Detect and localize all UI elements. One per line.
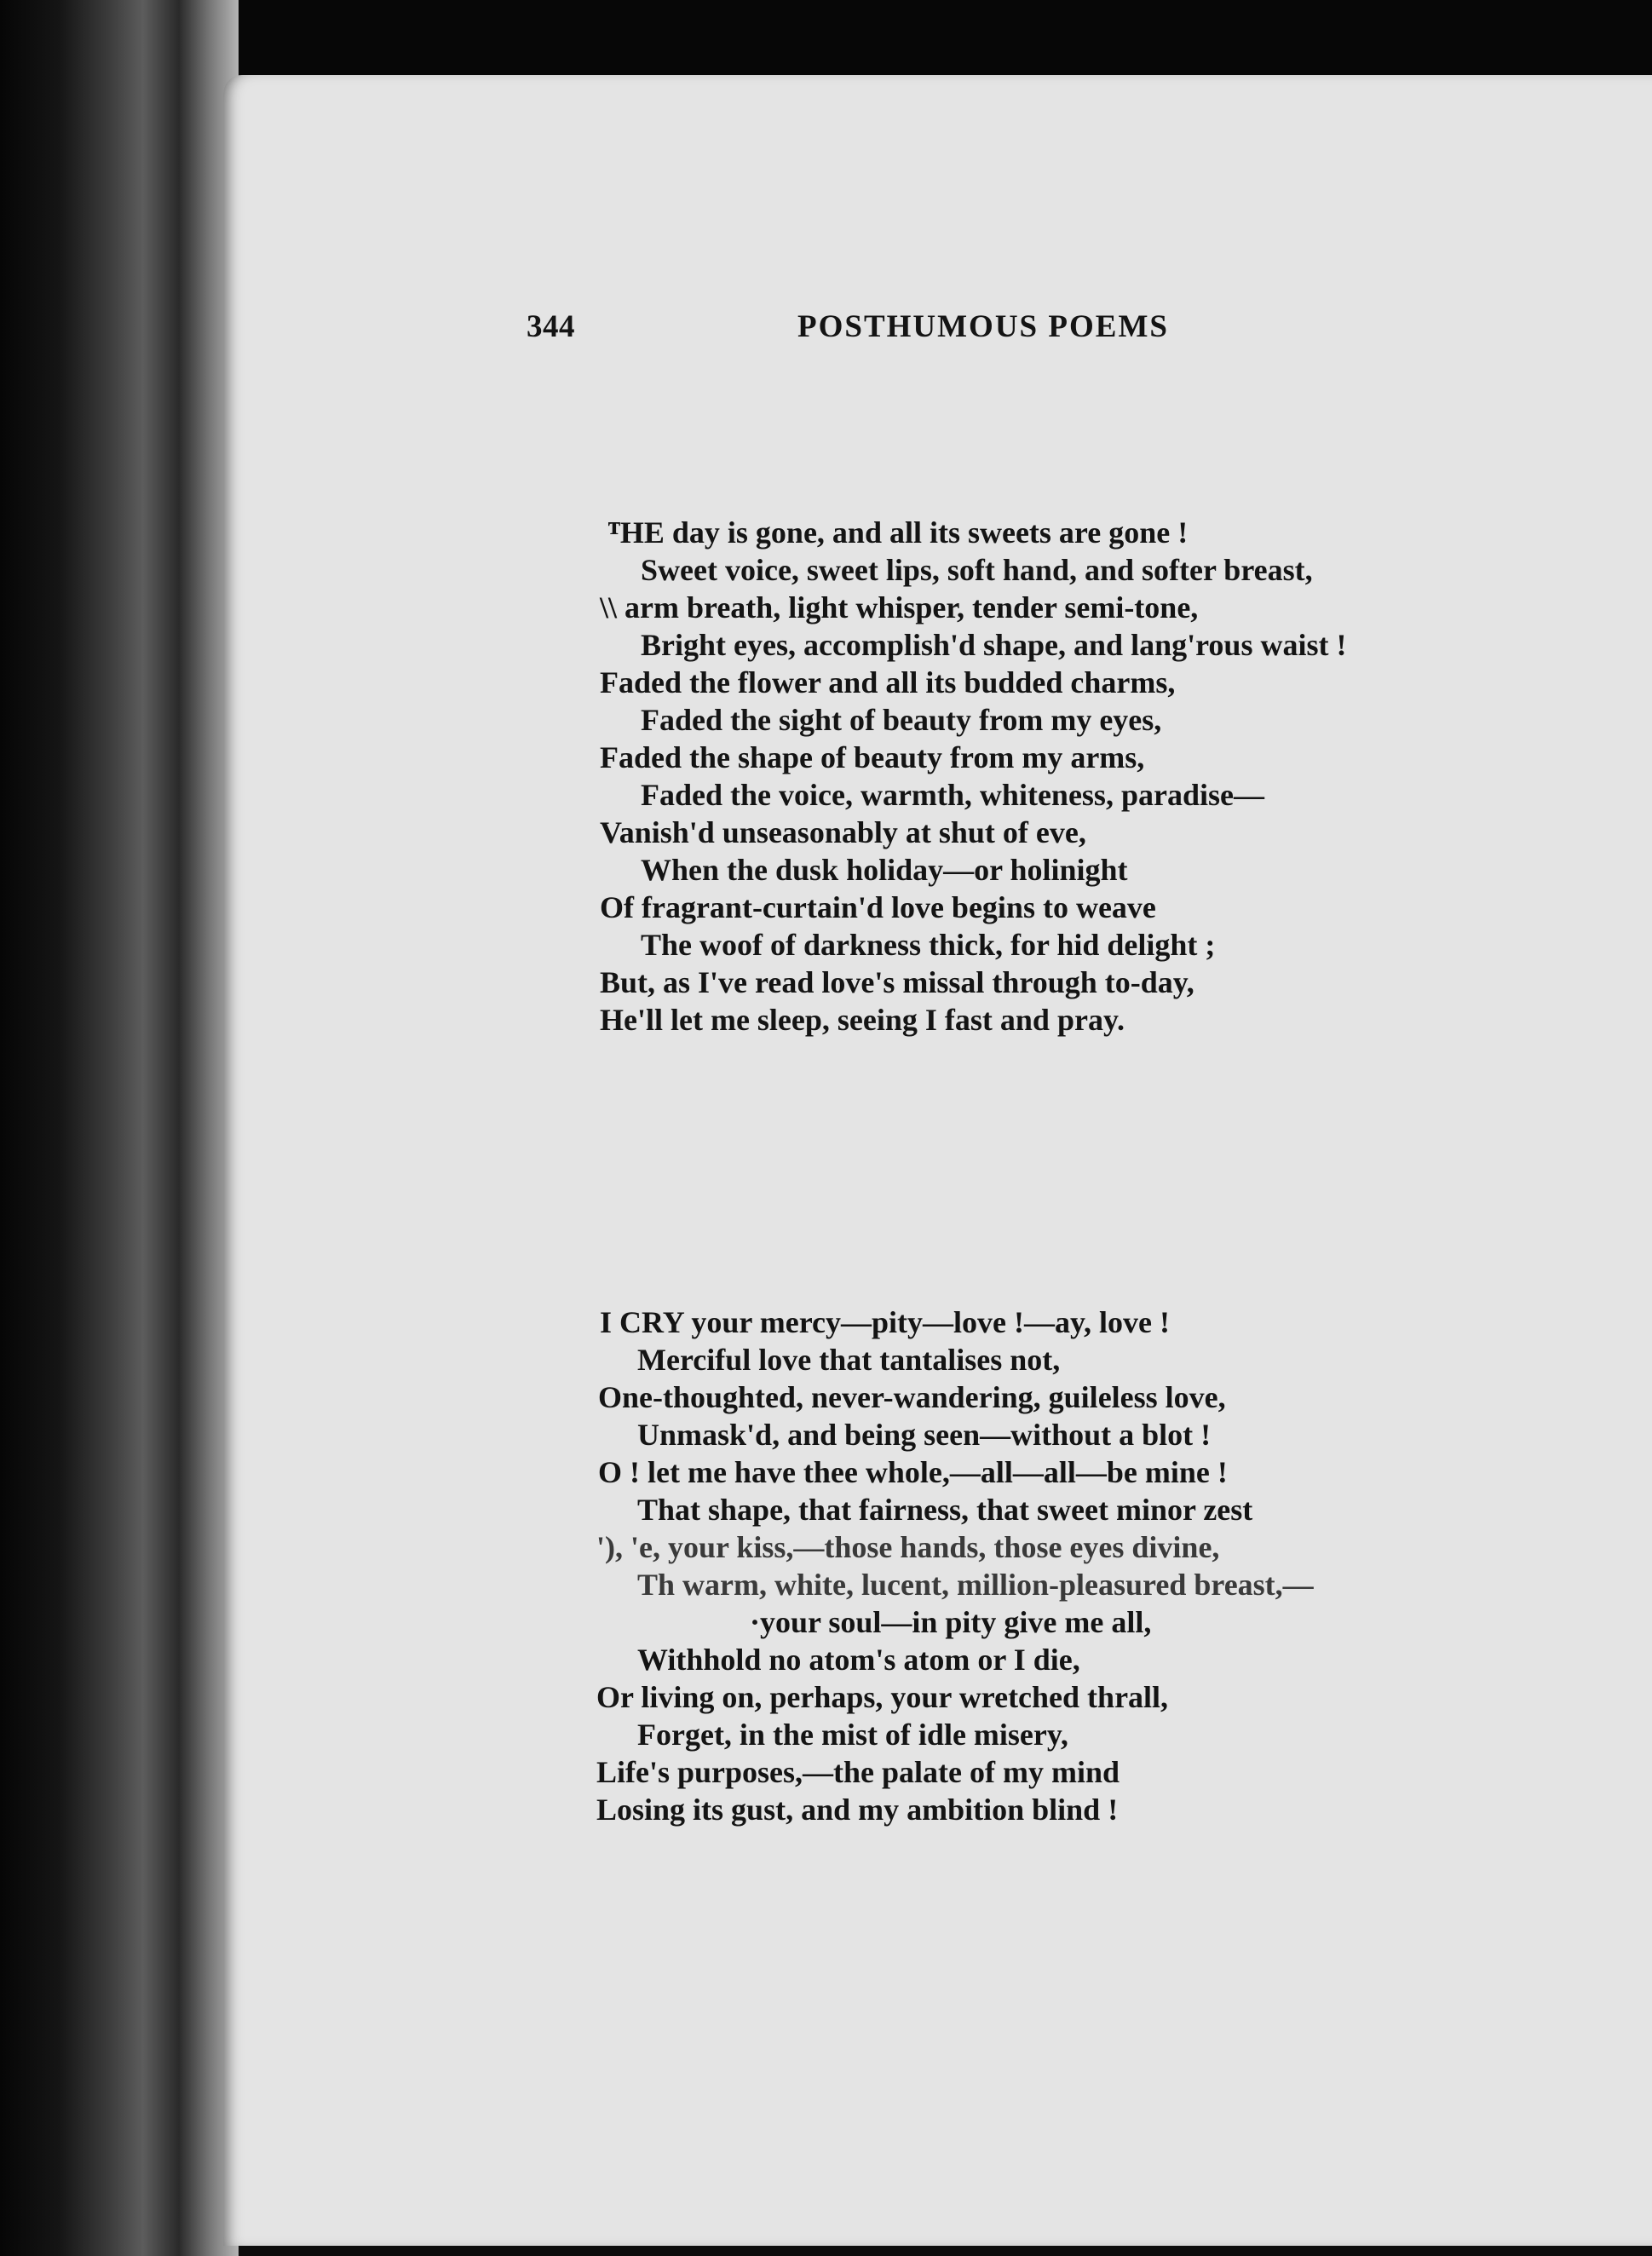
running-title: POSTHUMOUS POEMS xyxy=(797,309,1169,344)
poem-line: But, as I've read love's missal through to-day, xyxy=(600,965,1194,999)
poem-line: Bright eyes, accomplish'd shape, and lang'rous waist ! xyxy=(641,628,1347,662)
poem-line: Or living on, perhaps, your wretched thrall, xyxy=(596,1680,1169,1714)
poem-line-faded: Th warm, white, lucent, million-pleasured breast,— xyxy=(637,1568,1314,1602)
poem-line: Life's purposes,—the palate of my mind xyxy=(596,1755,1120,1789)
poem-line: Losing its gust, and my ambition blind ! xyxy=(596,1793,1119,1827)
poem-line: One-thoughted, never-wandering, guileless love, xyxy=(598,1380,1226,1414)
poem-line: Merciful love that tantalises not, xyxy=(637,1343,1061,1377)
poem-line: Vanish'd unseasonably at shut of eve, xyxy=(600,815,1086,849)
page-number: 344 xyxy=(527,309,575,344)
book-page xyxy=(223,75,1652,2246)
poem-line: The woof of darkness thick, for hid delight ; xyxy=(641,928,1216,962)
poem-line: ᵀHE day is gone, and all its sweets are gone ! xyxy=(608,515,1189,550)
poem-line: Withhold no atom's atom or I die, xyxy=(637,1643,1080,1677)
poem-line: Faded the sight of beauty from my eyes, xyxy=(641,703,1162,737)
poem-line: Forget, in the mist of idle misery, xyxy=(637,1718,1068,1752)
poem-line: Faded the voice, warmth, whiteness, paradise— xyxy=(641,778,1264,812)
poem-line: Of fragrant-curtain'd love begins to weave xyxy=(600,890,1156,924)
poem-line: Faded the shape of beauty from my arms, xyxy=(600,740,1145,774)
poem-line: He'll let me sleep, seeing I fast and pray. xyxy=(600,1003,1125,1037)
poem-line: I CRY your mercy—pity—love !—ay, love ! xyxy=(600,1305,1170,1339)
poem-line: That shape, that fairness, that sweet minor zest xyxy=(637,1493,1253,1527)
running-head xyxy=(0,308,1652,356)
poem-line-faded: ·your soul—in pity give me all, xyxy=(750,1605,1152,1639)
poem-line-faded: '), 'e, your kiss,—those hands, those eyes divine, xyxy=(596,1530,1220,1564)
poem-line: \\ arm breath, light whisper, tender semi-tone, xyxy=(600,590,1199,624)
poem-line: Faded the flower and all its budded charms, xyxy=(600,665,1176,699)
poem-line: When the dusk holiday—or holinight xyxy=(641,853,1128,887)
scan-top-shadow xyxy=(0,0,1652,77)
poem-line: O ! let me have thee whole,—all—all—be mine ! xyxy=(598,1455,1228,1489)
poem-line: Sweet voice, sweet lips, soft hand, and softer breast, xyxy=(641,553,1313,587)
poem-line: Unmask'd, and being seen—without a blot ! xyxy=(637,1418,1212,1452)
